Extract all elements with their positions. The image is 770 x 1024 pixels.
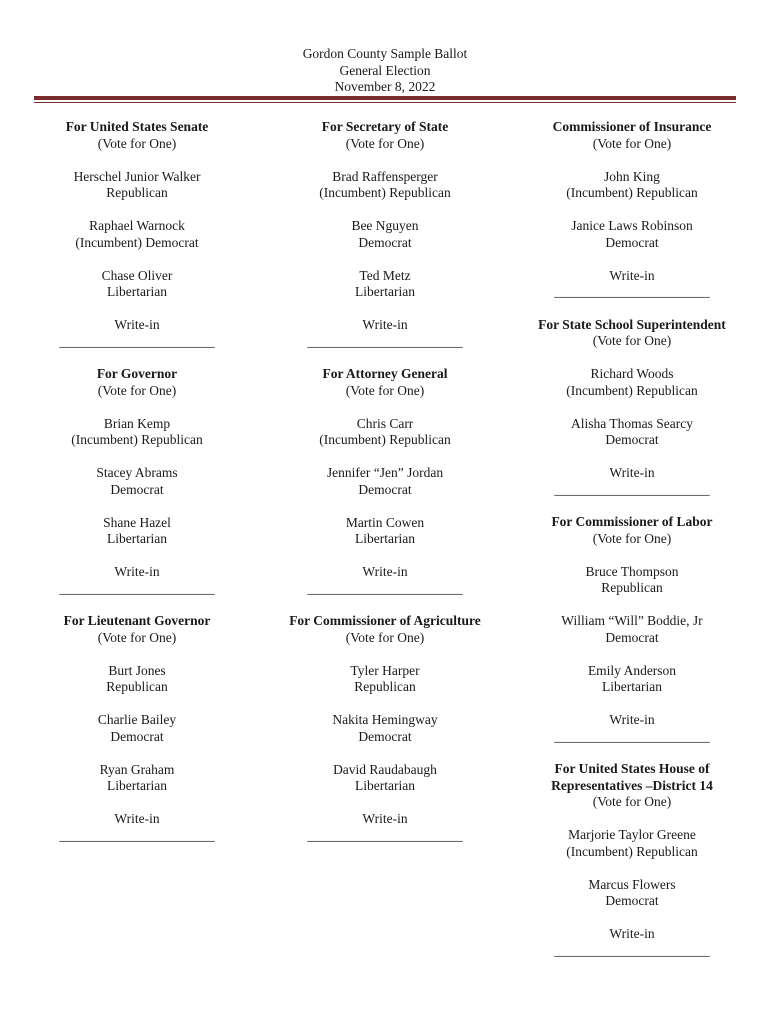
race-block: [21, 119, 253, 350]
election-name: General Election: [339, 62, 431, 78]
candidate-party: Republican: [106, 185, 168, 200]
write-in-label: Write-in: [609, 712, 655, 727]
candidate-name: Chase Oliver: [101, 267, 173, 283]
candidate-name: Herschel Junior Walker: [73, 168, 201, 184]
candidate-option[interactable]: [269, 416, 501, 449]
candidate-name: Shane Hazel: [103, 514, 171, 530]
candidate-option[interactable]: [21, 169, 253, 202]
candidate-name: Marjorie Taylor Greene: [568, 827, 696, 842]
write-in-option[interactable]: [516, 465, 748, 498]
write-in-option[interactable]: [269, 811, 501, 844]
candidate-party: Republican: [106, 679, 168, 694]
race-title: Commissioner of Insurance: [552, 119, 712, 134]
candidate-name: Alisha Thomas Searcy: [571, 415, 693, 431]
race-header: [21, 366, 253, 399]
vote-for-instruction: (Vote for One): [345, 135, 425, 151]
candidate-name: Tyler Harper: [350, 662, 420, 678]
candidate-party: Republican: [354, 679, 416, 694]
candidate-party: Democrat: [110, 728, 164, 744]
race-title: For United States House of: [554, 761, 710, 776]
write-in-label: Write-in: [609, 465, 655, 480]
candidate-name: Brad Raffensperger: [332, 168, 438, 184]
candidate-party: Libertarian: [107, 284, 167, 299]
candidate-option[interactable]: [21, 712, 253, 745]
vote-for-instruction: (Vote for One): [592, 530, 672, 546]
race-block: [516, 761, 748, 959]
write-in-blank-line[interactable]: _______________________: [59, 580, 215, 596]
candidate-party: Democrat: [605, 629, 659, 645]
race-header: [516, 514, 748, 547]
write-in-blank-line[interactable]: _______________________: [307, 827, 463, 843]
vote-for-instruction: (Vote for One): [345, 382, 425, 398]
write-in-option[interactable]: [516, 712, 748, 745]
race-block: [21, 366, 253, 597]
ballot-column-1: [21, 119, 253, 860]
candidate-option[interactable]: [516, 613, 748, 646]
write-in-blank-line[interactable]: _______________________: [59, 333, 215, 349]
race-header: [516, 119, 748, 152]
race-block: [516, 119, 748, 301]
candidate-name: John King: [604, 168, 660, 184]
candidate-option[interactable]: [516, 218, 748, 251]
write-in-label: Write-in: [609, 926, 655, 941]
race-title: For Commissioner of Agriculture: [289, 613, 481, 628]
race-title: For United States Senate: [65, 119, 209, 134]
race-block: [269, 613, 501, 844]
candidate-option[interactable]: [21, 762, 253, 795]
race-block: [516, 514, 748, 745]
write-in-label: Write-in: [114, 564, 160, 579]
candidate-name: Bruce Thompson: [585, 563, 679, 579]
candidate-party: Libertarian: [107, 531, 167, 546]
vote-for-instruction: (Vote for One): [97, 382, 177, 398]
write-in-option[interactable]: [269, 564, 501, 597]
ballot-column-2: [269, 119, 501, 860]
race-header: [21, 613, 253, 646]
vote-for-instruction: (Vote for One): [97, 629, 177, 645]
write-in-label: Write-in: [362, 811, 408, 826]
candidate-party: Democrat: [358, 481, 412, 497]
candidate-option[interactable]: [21, 218, 253, 251]
race-block: [516, 317, 748, 499]
race-title: For Secretary of State: [321, 119, 449, 134]
candidate-party: Libertarian: [355, 284, 415, 299]
candidate-party: Libertarian: [602, 679, 662, 694]
write-in-label: Write-in: [362, 317, 408, 332]
candidate-option[interactable]: [269, 762, 501, 795]
write-in-blank-line[interactable]: _______________________: [307, 333, 463, 349]
ballot-column-3: [516, 119, 748, 975]
candidate-party: (Incumbent) Republican: [319, 432, 451, 447]
write-in-blank-line[interactable]: _______________________: [307, 580, 463, 596]
race-header: [516, 317, 748, 350]
candidate-name: Burt Jones: [108, 662, 166, 678]
vote-for-instruction: (Vote for One): [345, 629, 425, 645]
candidate-option[interactable]: [269, 465, 501, 498]
candidate-option[interactable]: [516, 663, 748, 696]
candidate-name: Charlie Bailey: [97, 712, 177, 727]
ballot-header: [0, 46, 770, 96]
candidate-option[interactable]: [21, 416, 253, 449]
candidate-option[interactable]: [269, 515, 501, 548]
candidate-option[interactable]: [516, 416, 748, 449]
candidate-party: Democrat: [358, 234, 412, 250]
candidate-name: Richard Woods: [590, 366, 674, 381]
candidate-name: Nakita Hemingway: [332, 712, 438, 727]
candidate-option[interactable]: [516, 827, 748, 860]
candidate-option[interactable]: [516, 169, 748, 202]
candidate-name: Brian Kemp: [103, 415, 171, 431]
candidate-name: Bee Nguyen: [351, 218, 419, 233]
write-in-option[interactable]: [21, 317, 253, 350]
candidate-party: (Incumbent) Republican: [566, 185, 698, 200]
candidate-option[interactable]: [516, 366, 748, 399]
candidate-option[interactable]: [21, 515, 253, 548]
candidate-name: Ryan Graham: [99, 761, 175, 777]
candidate-party: Democrat: [605, 893, 659, 908]
candidate-name: Janice Laws Robinson: [571, 218, 693, 233]
candidate-name: William “Will” Boddie, Jr: [561, 613, 703, 628]
write-in-option[interactable]: [516, 268, 748, 301]
election-date: November 8, 2022: [334, 79, 436, 94]
candidate-name: David Raudabaugh: [333, 761, 437, 777]
write-in-blank-line[interactable]: _______________________: [554, 284, 710, 299]
candidate-name: Martin Cowen: [345, 514, 425, 530]
candidate-party: (Incumbent) Republican: [319, 185, 451, 200]
race-header: [21, 119, 253, 152]
candidate-option[interactable]: [269, 268, 501, 301]
candidate-option[interactable]: [21, 663, 253, 696]
write-in-blank-line[interactable]: _______________________: [554, 481, 710, 497]
candidate-party: Libertarian: [107, 778, 167, 793]
candidate-party: Democrat: [110, 481, 164, 497]
candidate-option[interactable]: [269, 169, 501, 202]
race-header: [269, 366, 501, 399]
race-title: For Attorney General: [322, 366, 448, 381]
race-title: Representatives –District 14: [551, 777, 713, 793]
header-divider-thick: [34, 96, 736, 100]
write-in-label: Write-in: [362, 564, 408, 579]
candidate-option[interactable]: [269, 218, 501, 251]
candidate-name: Chris Carr: [356, 415, 414, 431]
candidate-option[interactable]: [21, 268, 253, 301]
race-title: For Commissioner of Labor: [551, 514, 713, 529]
write-in-option[interactable]: [21, 564, 253, 597]
write-in-blank-line[interactable]: _______________________: [554, 942, 710, 958]
candidate-party: Democrat: [605, 234, 659, 250]
candidate-party: Democrat: [358, 728, 412, 744]
candidate-party: Republican: [601, 580, 663, 595]
candidate-option[interactable]: [516, 564, 748, 597]
race-title: For State School Superintendent: [538, 316, 726, 332]
vote-for-instruction: (Vote for One): [97, 135, 177, 151]
candidate-option[interactable]: [516, 877, 748, 910]
candidate-name: Raphael Warnock: [89, 218, 185, 233]
candidate-party: Libertarian: [355, 531, 415, 546]
candidate-name: Stacey Abrams: [96, 465, 178, 480]
ballot-title: Gordon County Sample Ballot: [302, 46, 468, 61]
candidate-option[interactable]: [21, 465, 253, 498]
candidate-party: (Incumbent) Republican: [566, 382, 698, 398]
vote-for-instruction: (Vote for One): [592, 333, 672, 348]
write-in-blank-line[interactable]: _______________________: [59, 827, 215, 843]
write-in-label: Write-in: [609, 267, 655, 283]
candidate-party: (Incumbent) Republican: [566, 843, 698, 859]
candidate-name: Marcus Flowers: [588, 876, 676, 892]
race-header: [269, 613, 501, 646]
write-in-option[interactable]: [516, 926, 748, 959]
candidate-party: (Incumbent) Republican: [71, 432, 203, 447]
write-in-label: Write-in: [114, 811, 160, 826]
write-in-label: Write-in: [114, 317, 160, 332]
race-block: [269, 119, 501, 350]
vote-for-instruction: (Vote for One): [592, 135, 672, 151]
candidate-name: Jennifer “Jen” Jordan: [326, 465, 444, 480]
race-header: [269, 119, 501, 152]
write-in-blank-line[interactable]: _______________________: [554, 728, 710, 744]
candidate-name: Emily Anderson: [587, 662, 677, 678]
race-block: [21, 613, 253, 844]
race-title: For Lieutenant Governor: [63, 613, 211, 628]
write-in-option[interactable]: [269, 317, 501, 350]
header-divider-thin: [34, 102, 736, 103]
vote-for-instruction: (Vote for One): [592, 794, 672, 809]
candidate-option[interactable]: [269, 712, 501, 745]
candidate-option[interactable]: [269, 663, 501, 696]
candidate-party: Libertarian: [355, 778, 415, 793]
candidate-party: Democrat: [605, 432, 659, 447]
race-header: [516, 761, 748, 811]
candidate-party: (Incumbent) Democrat: [75, 234, 199, 250]
race-title: For Governor: [96, 366, 178, 381]
candidate-name: Ted Metz: [359, 267, 411, 283]
race-block: [269, 366, 501, 597]
write-in-option[interactable]: [21, 811, 253, 844]
